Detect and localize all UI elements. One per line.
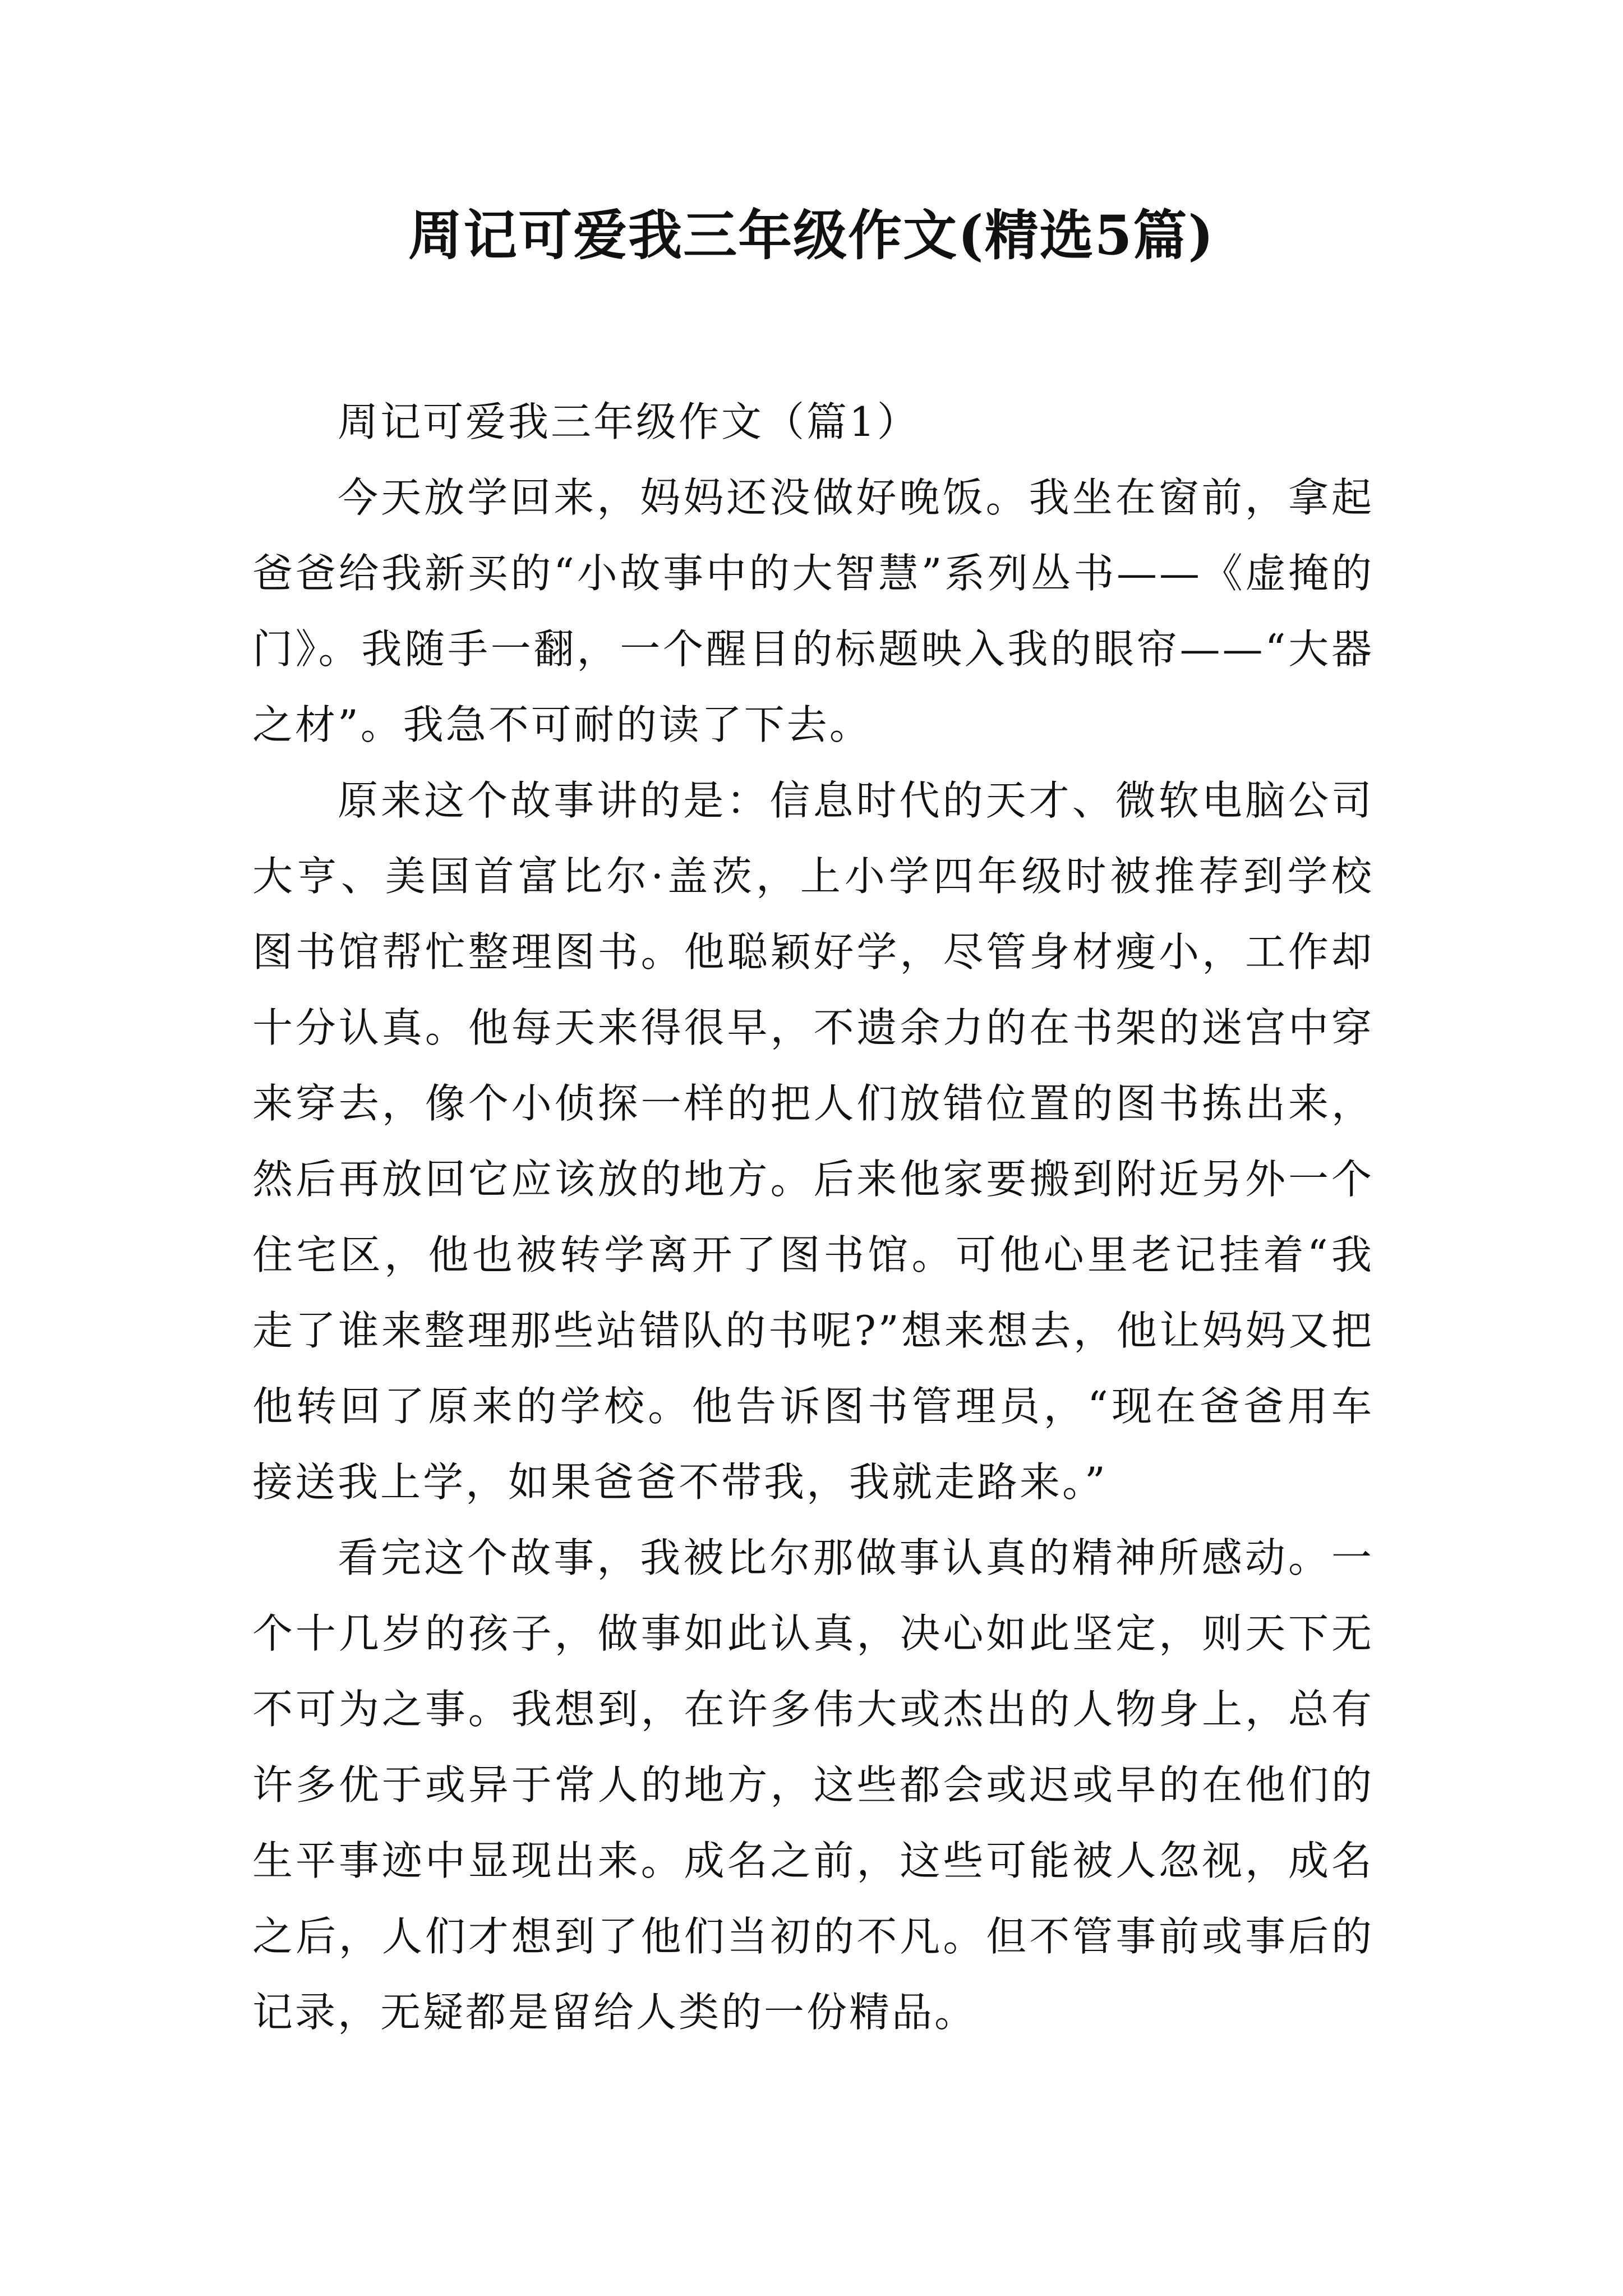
section-heading: 周记可爱我三年级作文（篇1）: [338, 398, 920, 445]
paragraph-1: 今天放学回来，妈妈还没做好晚饭。我坐在窗前，拿起爸爸给我新买的“小故事中的大智慧”系列丛书——《虚掩的门》。我随手一翻，一个醒目的标题映入我的眼帘——“大器之材”。我急不可耐的读了下去。: [252, 474, 1374, 748]
paragraph-3: 看完这个故事，我被比尔那做事认真的精神所感动。一个十几岁的孩子，做事如此认真，决心如此坚定，则天下无不可为之事。我想到，在许多伟大或杰出的人物身上，总有许多优于或异于常人的地方，这些都会或迟或早的在他们的生平事迹中显现出来。成名之前，这些可能被人忽视，成名之后，人们才想到了他们当初的不凡。但不管事前或事后的记录，无疑都是留给人类的一份精品。: [252, 1534, 1374, 2036]
document-body: [252, 384, 1374, 2050]
document-title: 周记可爱我三年级作文(精选5篇): [408, 204, 1215, 267]
paragraph-2: 原来这个故事讲的是：信息时代的天才、微软电脑公司大亨、美国首富比尔·盖茨，上小学四年级时被推荐到学校图书馆帮忙整理图书。他聪颖好学，尽管身材瘦小，工作却十分认真。他每天来得很早，不遗余力的在书架的迷宫中穿来穿去，像个小侦探一样的把人们放错位置的图书拣出来，然后再放回它应该放的地方。后来他家要搬到附近另外一个住宅区，他也被转学离开了图书馆。可他心里老记挂着“我走了谁来整理那些站错队的书呢?”想来想去，他让妈妈又把他转回了原来的学校。他告诉图书管理员，“现在爸爸用车接送我上学，如果爸爸不带我，我就走路来。”: [252, 777, 1374, 1506]
